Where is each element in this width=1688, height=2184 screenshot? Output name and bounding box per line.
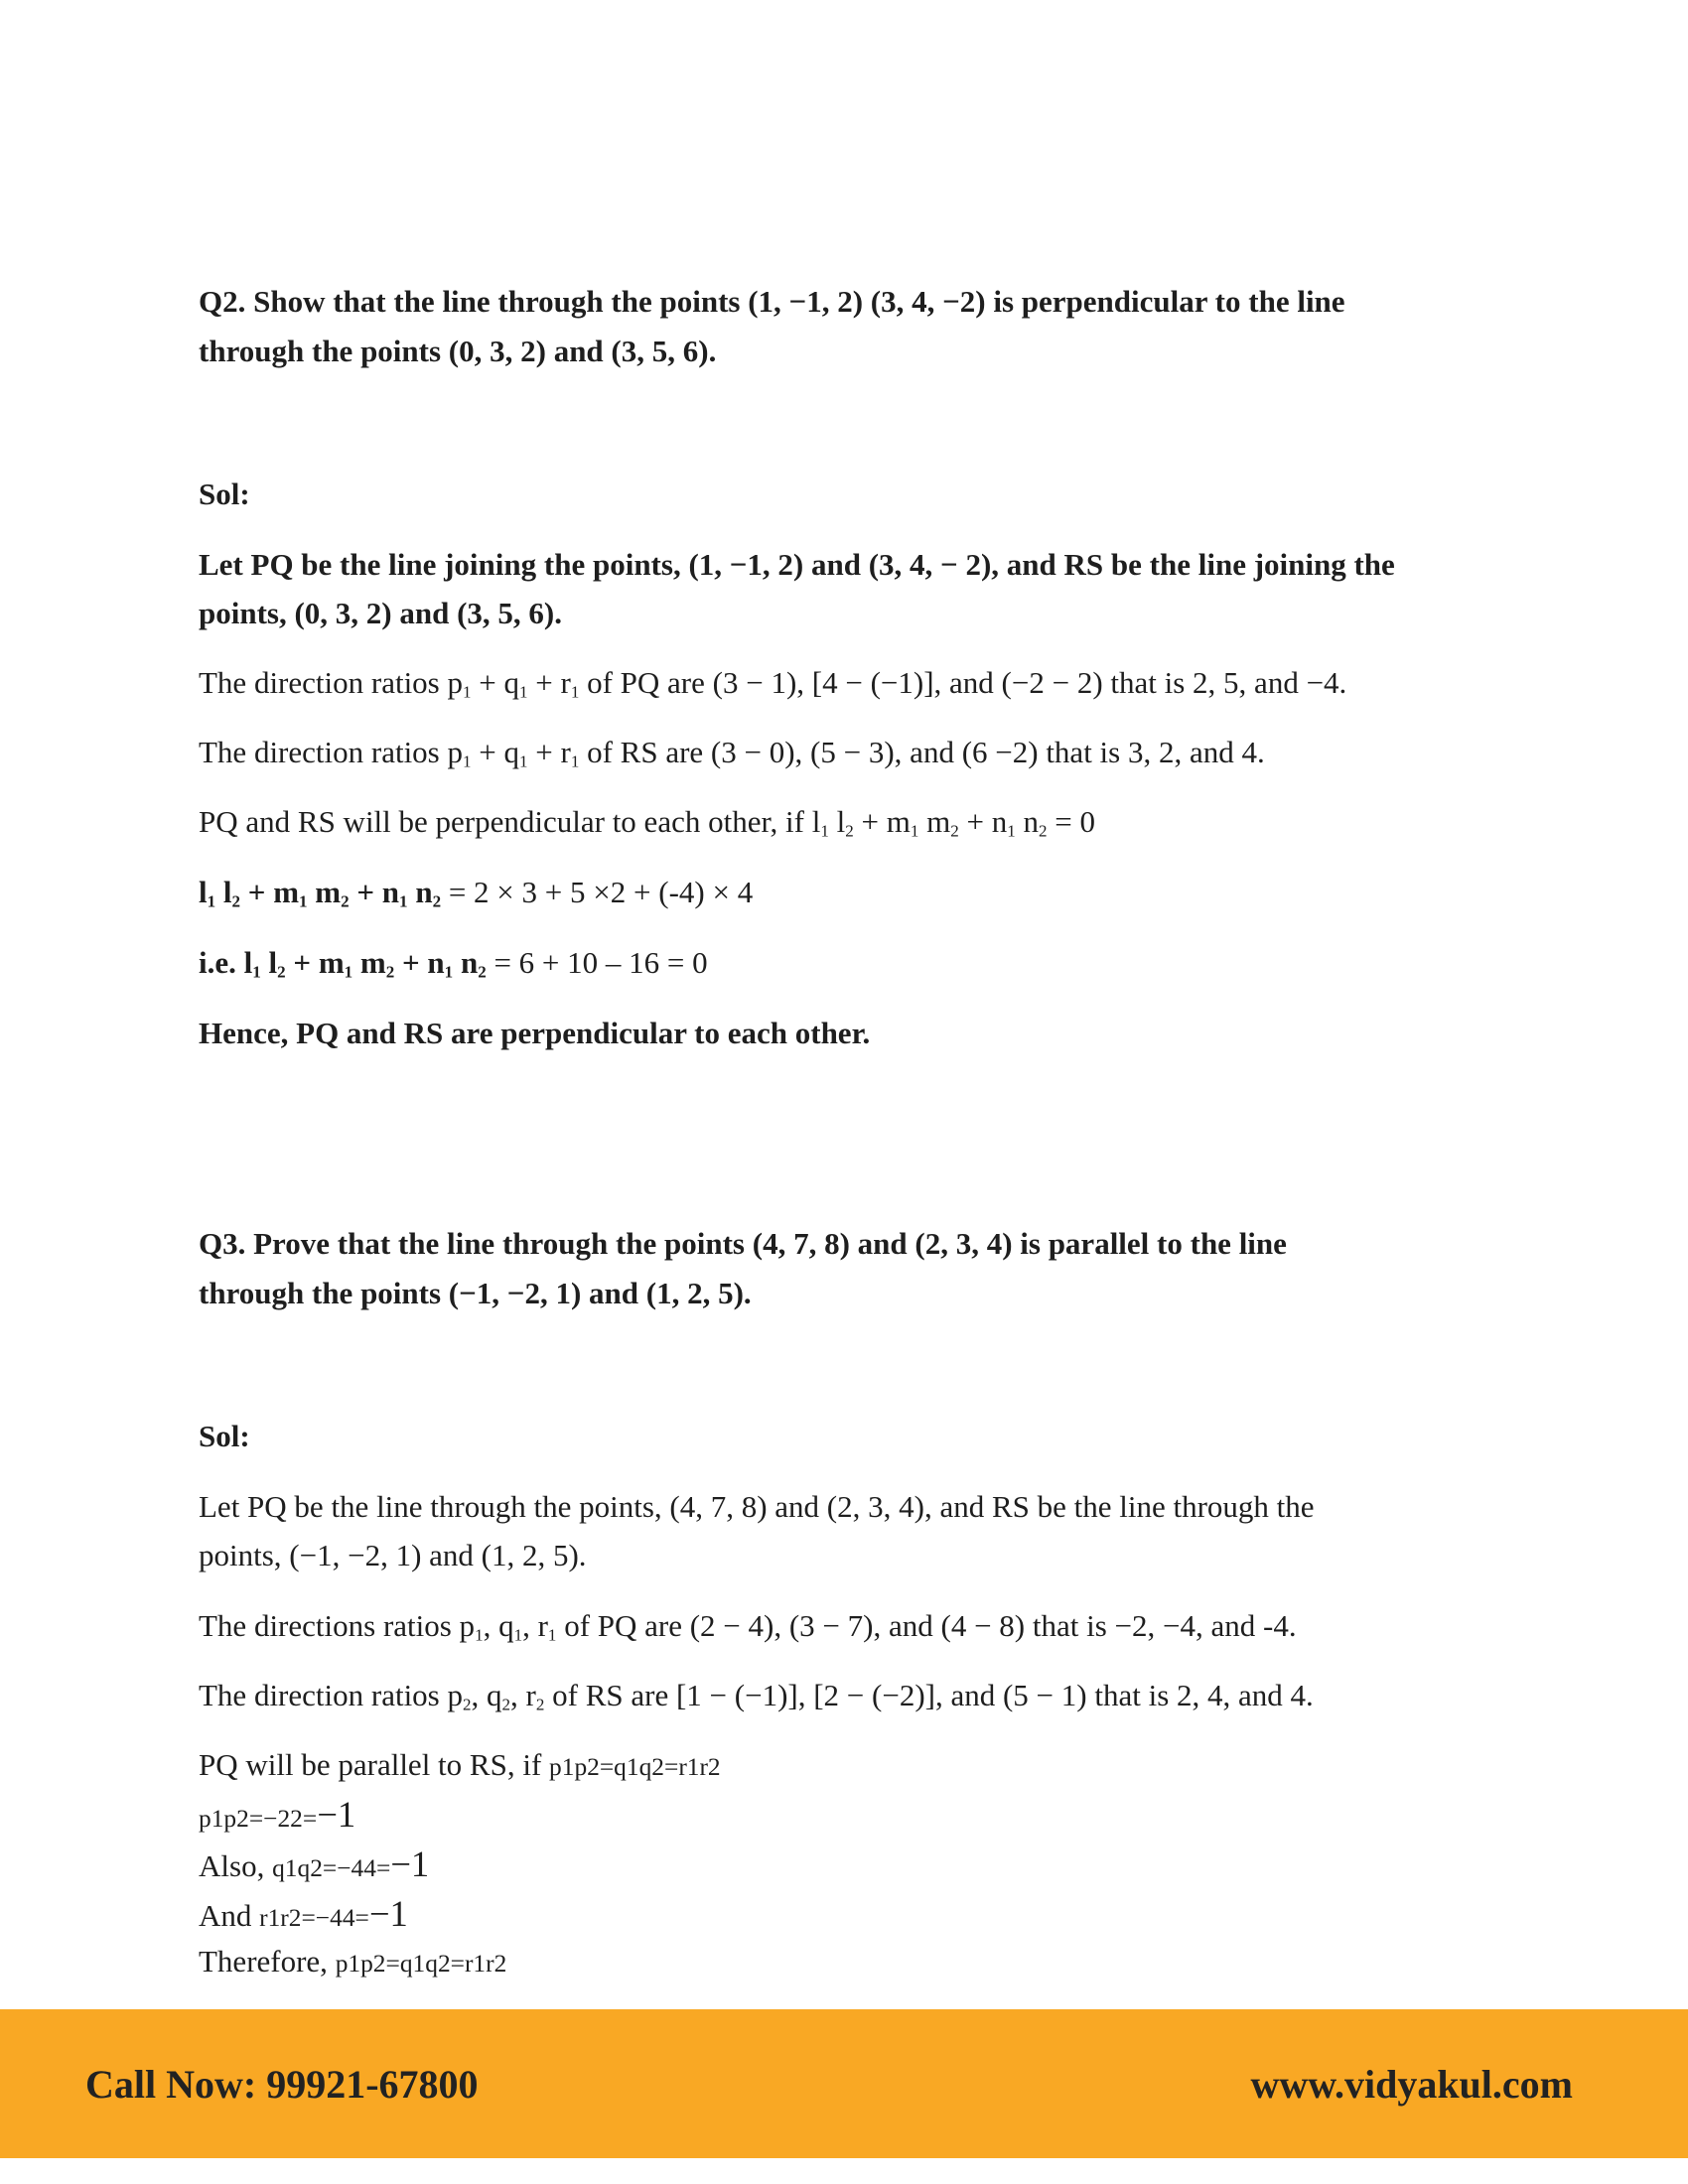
q3-ratio-r-expr: r1r2=−44=: [259, 1904, 369, 1932]
q3-dr-rs-suffix: of RS are [1 − (−1)], [2 − (−2)], and (5 − 1) that is 2, 4, and 4.: [544, 1678, 1314, 1712]
q2-question-line-1: Q2. Show that the line through the points (1, −1, 2) (3, 4, −2) is perpendicular to the line: [199, 284, 1345, 319]
q3-question-line-2: through the points (−1, −2, 1) and (1, 2, 5).: [199, 1276, 752, 1310]
q2-dr-pq-suffix: of PQ are (3 − 1), [4 − (−1)], and (−2 − 2) that is 2, 5, and −4.: [579, 665, 1347, 700]
q2-perpendicular-condition: PQ and RS will be perpendicular to each other, if $l_1$ $l_2 + m_1$ $m_2 + n_1$ $n_2 = 0$: [199, 804, 1096, 841]
q2-calc2-prefix: i.e. l: [199, 945, 253, 980]
q2-calc1-rhs: = 2 × 3 + 5 ×2 + (-4) × 4: [448, 875, 754, 909]
q3-ratio-r-value: −1: [368, 1893, 408, 1934]
q2-sol-label: Sol:: [199, 477, 250, 511]
q3-therefore-label: Therefore,: [199, 1944, 336, 1979]
q3-ratio-r: [199, 1893, 408, 1934]
q2-calculation-2: i.e. $l_1$ $l_2 + m_1$ $m_2 + n_1$ $n_2 = 6 + 10 - 16 = 0$: [199, 945, 708, 982]
q3-ratio-q-value: −1: [390, 1843, 430, 1884]
q2-calculation-1: $l_1$ $l_2 + m_1$ $m_2 + n_1$ $n_2 = 2 \times 3 + 5 \times 2 + (-4) \times 4$: [199, 875, 754, 911]
q3-dr-pq-suffix: of PQ are (2 − 4), (3 − 7), and (4 − 8) that is −2, −4, and -4.: [556, 1608, 1297, 1643]
q3-therefore: [199, 1946, 506, 1977]
website-link[interactable]: www.vidyakul.com: [1250, 2062, 1573, 2107]
q3-question-line-1: Q3. Prove that the line through the points (4, 7, 8) and (2, 3, 4) is parallel to the line: [199, 1226, 1287, 1261]
q3-ratio-p-expr: p1p2=−22=: [199, 1805, 318, 1833]
q2-let-line-2: points, (0, 3, 2) and (3, 5, 6).: [199, 596, 563, 630]
q3-and-label: And: [199, 1898, 260, 1933]
q3-direction-ratios-pq: The directions ratios $p_1$, $q_1$, $r_1$ of PQ are (2 − 4), (3 − 7), and (4 − 8) that is −2, −4, and -4.: [199, 1608, 1297, 1645]
q3-ratio-p: [199, 1794, 356, 1835]
q2-direction-ratios-rs: The direction ratios $p_1 + q_1 + r_1$ of RS are (3 − 0), (5 − 3), and (6 −2) that is 3, 2, and 4.: [199, 735, 1265, 771]
q2-let-line-1: Let PQ be the line joining the points, (1, −1, 2) and (3, 4, − 2), and RS be the line joining the: [199, 547, 1395, 582]
q3-ratio-q: [199, 1843, 430, 1884]
q2-dr-pq-prefix: The direction ratios p: [199, 665, 463, 700]
call-now-text[interactable]: Call Now: 99921-67800: [85, 2062, 479, 2107]
footer-banner: [0, 2009, 1688, 2158]
q3-therefore-expr: p1p2=q1q2=r1r2: [335, 1950, 507, 1978]
q2-perp-suffix: = 0: [1047, 804, 1096, 839]
q3-also-label: Also,: [199, 1848, 273, 1883]
q3-sol-label: Sol:: [199, 1419, 250, 1453]
q2-calc2-rhs: = 6 + 10 – 16 = 0: [493, 945, 708, 980]
q3-ratio-q-expr: q1q2=−44=: [272, 1854, 391, 1882]
q3-direction-ratios-rs: The direction ratios $p_2$, $q_2$, $r_2$ of RS are [1 − (−1)], [2 − (−2)], and (5 − 1) that is 2, 4, and 4.: [199, 1678, 1314, 1714]
q3-ratio-p-value: −1: [317, 1794, 356, 1835]
q3-parallel-expr: p1p2=q1q2=r1r2: [549, 1753, 721, 1781]
q2-question-line-2: through the points (0, 3, 2) and (3, 5, 6).: [199, 334, 717, 368]
q3-parallel-prefix: PQ will be parallel to RS, if: [199, 1747, 550, 1782]
q2-direction-ratios-pq: The direction ratios $p_1 + q_1 + r_1$ of PQ are (3 − 1), [4 − (−1)], and (−2 − 2) that is 2, 5, and −4.: [199, 665, 1347, 702]
q3-parallel-condition: [199, 1749, 721, 1780]
q2-dr-rs-prefix: The direction ratios p: [199, 735, 463, 769]
q2-dr-rs-suffix: of RS are (3 − 0), (5 − 3), and (6 −2) that is 3, 2, and 4.: [579, 735, 1265, 769]
q3-dr-rs-prefix: The direction ratios p: [199, 1678, 463, 1712]
q3-dr-pq-prefix: The directions ratios p: [199, 1608, 476, 1643]
q3-let-line-2: points, (−1, −2, 1) and (1, 2, 5).: [199, 1538, 587, 1572]
q2-conclusion: Hence, PQ and RS are perpendicular to each other.: [199, 1016, 871, 1050]
q2-perp-prefix: PQ and RS will be perpendicular to each other, if l: [199, 804, 821, 839]
q3-let-line-1: Let PQ be the line through the points, (4, 7, 8) and (2, 3, 4), and RS be the line through the: [199, 1489, 1315, 1524]
